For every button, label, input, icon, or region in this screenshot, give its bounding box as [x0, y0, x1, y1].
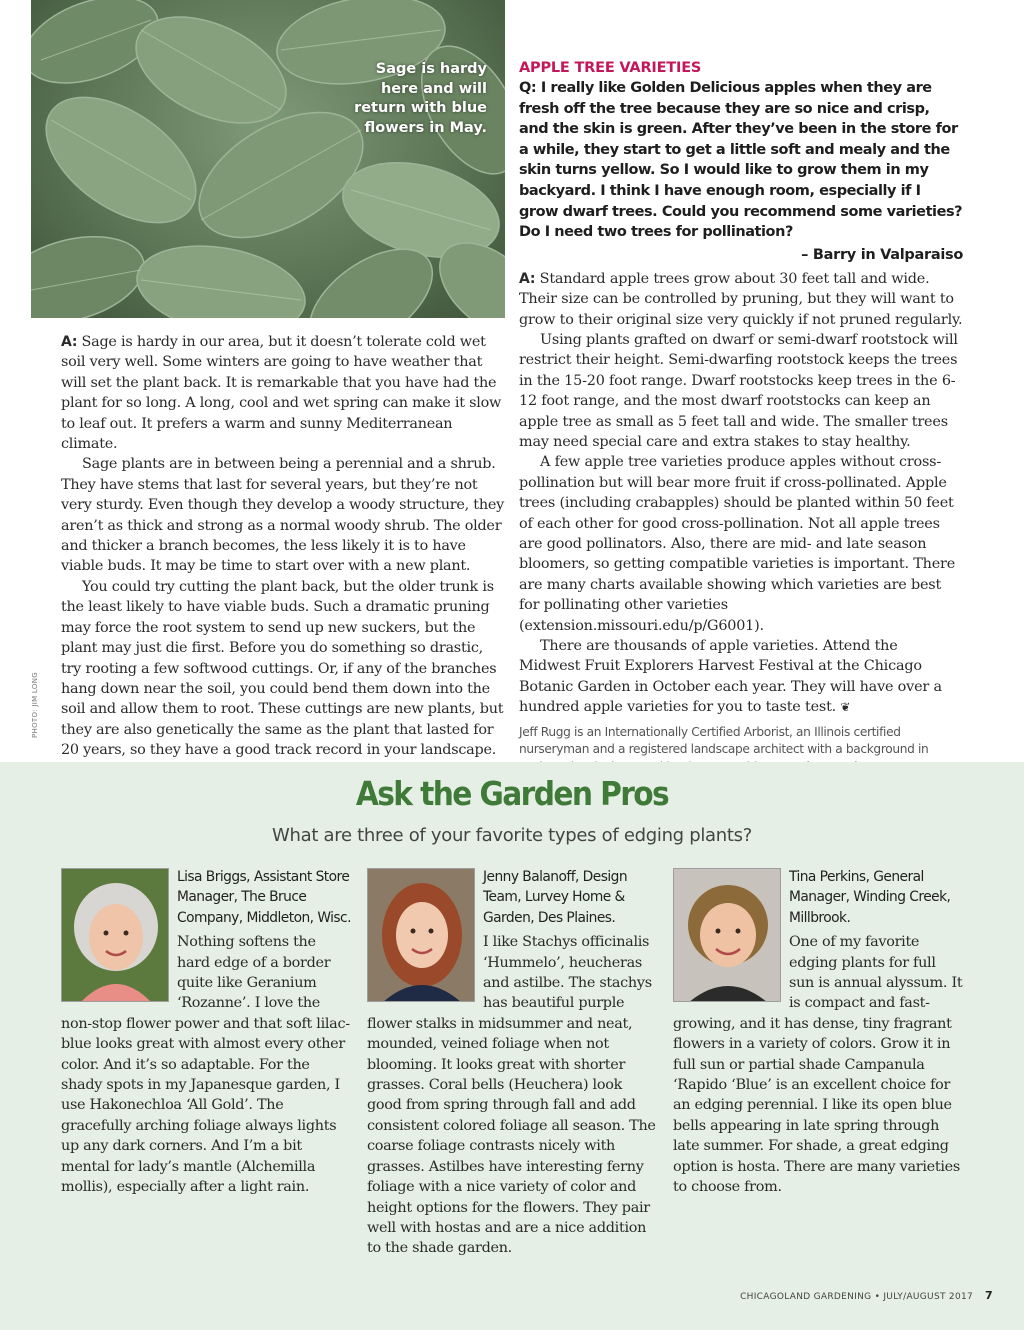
answer-lead: A: — [61, 334, 78, 350]
apple-paragraph-1: A: Standard apple trees grow about 30 feet tall and wide. Their size can be controlled by pruning, but they will want to grow to their original size very quickly if not pruned regularly. — [519, 270, 963, 328]
photo-caption: Sage is hardy here and will return with blue flowers in May. — [354, 61, 487, 136]
expert-photo — [61, 868, 169, 1002]
portrait-illustration — [368, 869, 475, 1002]
portrait-illustration — [674, 869, 781, 1002]
sage-leaves-illustration — [31, 0, 505, 318]
question-signature: – Barry in Valparaiso — [801, 246, 963, 263]
photo-credit: PHOTO: JIM LONG — [31, 672, 39, 738]
apple-article — [519, 58, 963, 776]
garden-pros-question: What are three of your favorite types of edging plants? — [272, 825, 752, 846]
expert-card — [61, 867, 351, 1198]
apple-paragraph-4: There are thousands of apple varieties. Attend the Midwest Fruit Explorers Harvest Festival at the Chicago Botanic Garden in October each year. They will have over a hundred apple varieties for you to taste test. ❦ — [519, 638, 942, 716]
expert-answer: I like Stachys officinalis ‘Hummelo’, heucheras and astilbe. The stachys has beautiful purple flower stalks in midsummer and neat, mounded, veined foliage when not blooming. It looks great with shorter grasses. Coral bells (Heuchera) look good from spring through fall and add consistent colored foliage all season. The coarse foliage contrasts nicely with grasses. Astilbes have interesting ferny foliage with a nice variety of color and height options for the flowers. They pair well with hostas and are a nice addition to the shade garden. — [367, 934, 656, 1257]
portrait-illustration — [62, 869, 169, 1002]
sage-paragraph-3: You could try cutting the plant back, but the older trunk is the least likely to have viable buds. Such a dramatic pruning may force the root system to send up new suckers, but the plant may just die first. Before you do something so drastic, try rooting a few softwood cuttings. Or, if any of the branches hang down near the soil, you could bend them down into the soil and allow them to root. These cuttings are new plants, but they are also genetically the same as the plant that lasted for 20 years, so they have a good track record in your landscape. — [61, 578, 504, 759]
expert-card — [673, 867, 963, 1198]
apple-question: Q: I really like Golden Delicious apples when they are fresh off the tree because they are so nice and crisp, and the skin is green. After they’ve been in the store for a while, they start to get a little soft and mealy and the skin turns yellow. So I would like to grow them in my backyard. I think I have enough room, especially if I grow dwarf trees. Could you recommend some varieties? Do I need two trees for pollination? — [519, 80, 963, 241]
sage-photo — [31, 0, 505, 318]
garden-pros-title: Ask the Garden Pros — [355, 774, 669, 813]
expert-name: Jenny Balanoff, Design Team, Lurvey Home & Garden, Des Plaines. — [483, 869, 628, 926]
apple-heading: APPLE TREE VARIETIES — [519, 60, 702, 76]
sage-paragraph-1: A: Sage is hardy in our area, but it doesn’t tolerate cold wet soil very well. Some winters are going to have weather that will set the plant back. It is remarkable that you have had the plant for so long. A long, cool and wet spring can make it slow to leaf out. It prefers a warm and sunny Mediterranean climate. — [61, 334, 502, 453]
page-footer — [740, 1289, 993, 1302]
publication-info: CHICAGOLAND GARDENING • JULY/AUGUST 2017 — [740, 1292, 974, 1302]
expert-photo — [367, 868, 475, 1002]
expert-answer: One of my favorite edging plants for full sun is annual alyssum. It is compact and fast-growing, and it has dense, tiny fragrant flowers in a variety of colors. Grow it in full sun or partial shade Campanula ‘Rapido ‘Blue’ is an excellent choice for an edging perennial. I like its open blue bells appearing in late spring through late summer. For shade, a great edging option is hosta. There are many varieties to choose from. — [673, 934, 963, 1196]
sage-paragraph-2: Sage plants are in between being a perennial and a shrub. They have stems that last for several years, but they’re not very sturdy. Even though they develop a woody structure, they aren’t as thick and strong as a normal woody shrub. The older and thicker a branch becomes, the less likely it is to have viable buds. It may be time to start over with a new plant. — [61, 456, 504, 575]
author-bio: Jeff Rugg is an Internationally Certified Arborist, an Illinois certified nurseryman and a registered landscape architect with a background in — [519, 724, 963, 776]
sage-answer — [61, 332, 504, 761]
end-mark-icon: ❦ — [840, 700, 851, 715]
apple-answer — [519, 269, 963, 718]
apple-paragraph-2: Using plants grafted on dwarf or semi-dwarf rootstock will restrict their height. Semi-dwarfing rootstock keeps the trees in the 15-20 foot range. Dwarf rootstocks keep trees in the 6-12 foot range, and the most dwarf rootstocks can keep an apple tree as small as 5 feet tall and wide. The smaller trees may need special care and extra stakes to stay healthy. — [519, 331, 958, 450]
expert-photo — [673, 868, 781, 1002]
page-number: 7 — [985, 1289, 993, 1302]
apple-paragraph-3: A few apple tree varieties produce apples without cross-pollination but will bear more fruit if cross-pollinated. Apple trees (including crabapples) should be planted within 50 feet of each other for good cross-pollination. Not all apple trees are good pollinators. Also, there are mid- and late season bloomers, so getting compatible varieties is important. There are many charts available showing which varieties are best for pollinating other varieties (extension.missouri.edu/p/G6001). — [519, 454, 956, 634]
expert-name: Tina Perkins, General Manager, Winding Creek, Millbrook. — [789, 869, 951, 926]
expert-name: Lisa Briggs, Assistant Store Manager, The Bruce Company, Middleton, Wisc. — [177, 869, 351, 926]
answer-lead: A: — [519, 270, 536, 287]
expert-card — [367, 867, 657, 1259]
expert-answer: Nothing softens the hard edge of a border quite like Geranium ‘Rozanne’. I love the non-stop flower power and that soft lilac-blue looks great with almost every other color. And it’s so adaptable. For the shady spots in my Japanesque garden, I use Hakonechloa ‘All Gold’. The gracefully arching foliage always lights up any dark corners. And I’m a bit mental for lady’s mantle (Alchemilla mollis), especially after a light rain. — [61, 934, 350, 1196]
